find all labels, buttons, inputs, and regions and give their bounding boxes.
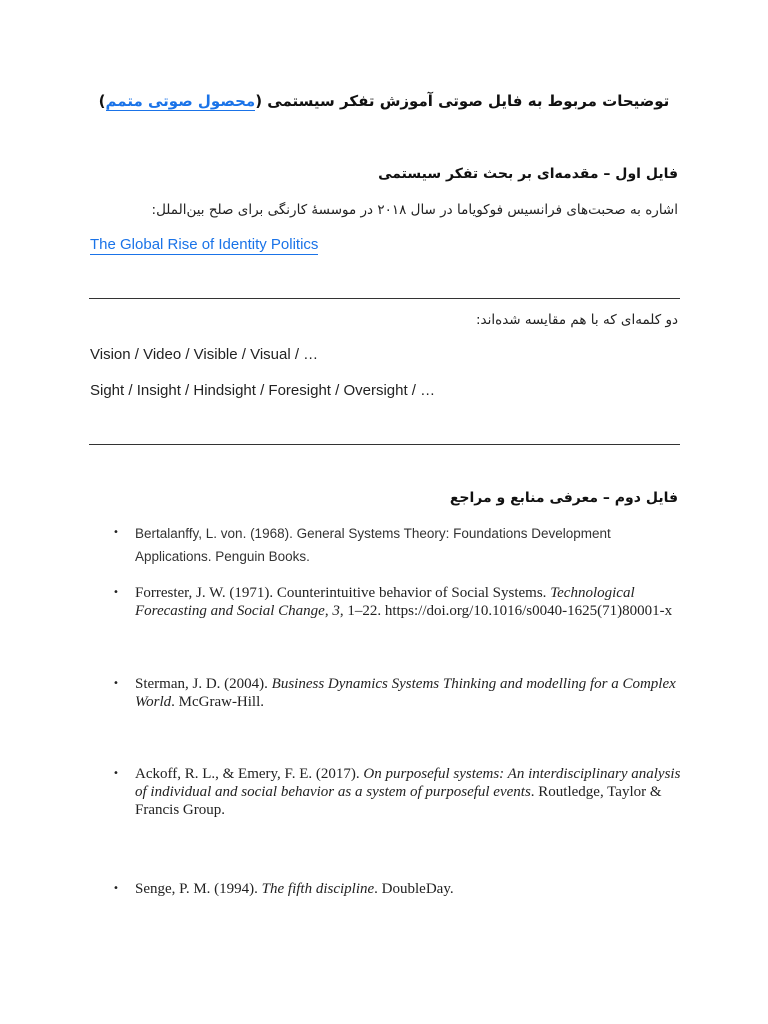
reference-text: Bertalanffy, L. von. (1968). General Systems Theory: Foundations Development Applications. Penguin Books. [135,526,611,564]
vision-words-line: Vision / Video / Visible / Visual / … [90,346,319,363]
compared-words-intro: دو کلمه‌ای که با هم مقایسه شده‌اند: [476,312,678,328]
reference-book-title: Business Dynamics Systems Thinking and modelling for a Complex World [135,676,676,710]
reference-author: Senge, P. M. (1994). [135,881,262,897]
sight-words-line: Sight / Insight / Hindsight / Foresight / Oversight / … [90,382,436,399]
document-title [0,92,768,110]
reference-journal: Technological Forecasting and Social Change [135,585,635,619]
reference-text [135,584,683,620]
identity-politics-link[interactable]: The Global Rise of Identity Politics [90,236,319,253]
reference-pages-doi: , 1–22. https://doi.org/10.1016/s0040-1625(71)80001-x [339,603,673,619]
section-heading-file-one: فایل اول – مقدمه‌ای بر بحث تفکر سیستمی [378,166,678,182]
title-close-paren: ) [98,92,106,110]
reference-publisher: . DoubleDay. [374,881,454,897]
bullet-icon: • [113,678,119,689]
divider [89,444,680,445]
reference-publisher: . McGraw-Hill. [171,694,265,710]
fukuyama-reference-paragraph: اشاره به صحبت‌های فرانسیس فوکویاما در سال ۲۰۱۸ در موسسهٔ کارنگی برای صلح بین‌الملل: [151,202,678,218]
reference-author: Ackoff, R. L., & Emery, F. E. (2017). [135,766,364,782]
reference-text [135,765,683,819]
title-product-link[interactable]: محصول صوتی متمم [105,92,256,110]
reference-text [135,880,683,898]
reference-author: Sterman, J. D. (2004). [135,676,272,692]
title-main: توضیحات مربوط به فایل صوتی آموزش تفکر سیستمی ( [255,92,670,110]
reference-volume: 3 [332,603,340,619]
reference-author: Forrester, J. W. (1971). Counterintuitive behavior of Social Systems. [135,585,551,601]
bullet-icon: • [113,527,119,538]
bullet-icon: • [113,883,119,894]
bullet-icon: • [113,768,119,779]
bullet-icon: • [113,587,119,598]
reference-text [135,675,683,711]
reference-publisher: . Routledge, Taylor & Francis Group. [135,784,662,818]
divider [89,298,680,299]
reference-book-title: On purposeful systems: An interdisciplinary analysis of individual and social behavior as a system of purposeful events [135,766,681,800]
reference-book-title: The fifth discipline [261,881,375,897]
reference-separator: , [324,603,333,619]
section-heading-file-two: فایل دوم – معرفی منابع و مراجع [449,490,678,506]
